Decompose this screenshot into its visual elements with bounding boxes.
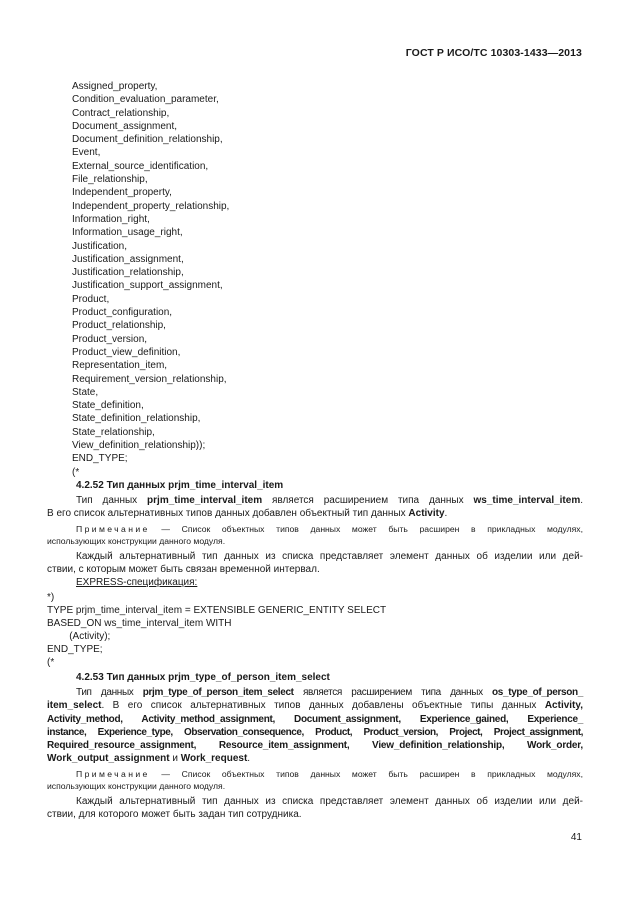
list-item: Independent_property,: [72, 187, 172, 199]
standard-header: ГОСТ Р ИСО/ТС 10303-1433—2013: [405, 47, 582, 59]
paragraph-4-2-52-intro: [47, 494, 583, 521]
text-run: В его список альтернативных типов данных добавлен объектный тип данных: [47, 508, 409, 520]
express-code-block: [47, 591, 386, 669]
section-heading-4-2-53: [76, 672, 330, 683]
note-4-2-53: [47, 768, 583, 792]
text-run: Тип данных: [76, 495, 148, 506]
body-line-1: Каждый альтернативный тип данных из списка представляет элемент данных об изделии или дей-: [76, 551, 583, 562]
express-spec-label: EXPRESS-спецификация:: [76, 577, 198, 588]
type-name: prjm_time_interval_item: [147, 495, 263, 506]
list-item: Information_right,: [72, 213, 150, 225]
body-line-2: ствии, с которым может быть связан временной интервал.: [47, 564, 320, 576]
body-line-1: Каждый альтернативный тип данных из списка представляет элемент данных об изделии или дей-: [76, 796, 583, 807]
code-line: TYPE prjm_time_interval_item = EXTENSIBLE GENERIC_ENTITY SELECT: [47, 605, 387, 616]
body-line-2: ствии, для которого может быть задан тип сотрудника.: [47, 809, 302, 821]
type-name: Activity: [408, 508, 445, 520]
type-name: Work_request: [180, 753, 248, 765]
text-run: Тип данных: [76, 687, 143, 698]
intro-line-1: [47, 686, 583, 699]
type-name: prjm_type_of_person_item_select: [142, 687, 294, 698]
list-item: Justification_relationship,: [72, 267, 184, 279]
list-item: Product_view_definition,: [72, 346, 181, 358]
list-item: END_TYPE;: [72, 453, 128, 465]
intro-line-1: [47, 494, 583, 507]
list-item: Condition_evaluation_parameter,: [72, 94, 219, 106]
list-item: External_source_identification,: [72, 160, 209, 172]
list-item: Document_definition_relationship,: [72, 134, 223, 146]
type-name: Activity,: [544, 700, 583, 712]
text-run: .: [247, 753, 251, 765]
list-item: (*: [72, 466, 80, 478]
intro-line-5: [47, 739, 583, 752]
type-names: Required_resource_assignment, Resource_item_assignment, View_definition_relationship, Work_order,: [47, 740, 583, 752]
type-name: item_select: [47, 700, 102, 712]
list-item: Requirement_version_relationship,: [72, 373, 227, 385]
intro-line-6: [47, 752, 583, 765]
note-line-2: использующих конструкции данного модуля.: [47, 536, 226, 546]
text-run: .: [580, 495, 583, 506]
list-item: Product_relationship,: [72, 320, 166, 332]
list-item: State,: [72, 386, 99, 398]
list-item: Document_assignment,: [72, 120, 178, 132]
list-item: State_definition_relationship,: [72, 413, 201, 425]
note-label: Примечание: [76, 524, 150, 534]
intro-line-3: [47, 713, 583, 726]
list-item: Product_version,: [72, 333, 148, 345]
text-run: является расширением типа данных: [293, 687, 493, 698]
type-name: Work_output_assignment: [47, 753, 170, 765]
heading-text: 4.2.52 Тип данных prjm_time_interval_item: [76, 480, 284, 491]
list-item: Product_configuration,: [72, 307, 173, 319]
intro-line-2: [47, 507, 583, 520]
list-item: File_relationship,: [72, 174, 148, 186]
code-line: END_TYPE;: [47, 644, 103, 655]
list-item: Product,: [72, 293, 110, 305]
code-line: *): [47, 592, 55, 603]
note-text: — Список объектных типов данных может быть расширен в прикладных модулях,: [161, 524, 583, 534]
text-run: .: [444, 508, 448, 520]
note-text: — Список объектных типов данных может быть расширен в прикладных модулях,: [161, 769, 583, 779]
text-run: является расширением типа данных: [262, 495, 474, 506]
code-line: BASED_ON ws_time_interval_item WITH: [47, 618, 232, 629]
heading-text: 4.2.53 Тип данных prjm_type_of_person_item_select: [76, 672, 330, 683]
note-line-1: [47, 768, 583, 780]
list-item: Independent_property_relationship,: [72, 200, 230, 212]
select-type-list: [72, 80, 229, 479]
list-item: State_relationship,: [72, 426, 155, 438]
list-item: Event,: [72, 147, 101, 159]
paragraph-4-2-53-body: [47, 795, 583, 822]
paragraph-4-2-53-intro: [47, 686, 583, 766]
code-line: (*: [47, 657, 55, 668]
code-line: (Activity);: [47, 631, 111, 642]
intro-line-2: [47, 699, 583, 712]
intro-line-4: [47, 726, 583, 739]
note-4-2-52: [47, 523, 583, 547]
note-label: Примечание: [76, 769, 150, 779]
list-item: View_definition_relationship));: [72, 440, 206, 452]
list-item: Justification,: [72, 240, 128, 252]
list-item: State_definition,: [72, 400, 144, 412]
type-name: os_type_of_person_: [492, 687, 583, 698]
note-line-2: использующих конструкции данного модуля.: [47, 781, 226, 791]
list-item: Justification_support_assignment,: [72, 280, 223, 292]
list-item: Representation_item,: [72, 360, 168, 372]
type-names: instance, Experience_type, Observation_consequence, Product, Product_version, Project, Project_assignment,: [47, 726, 583, 738]
paragraph-4-2-52-body: [47, 550, 583, 577]
list-item: Contract_relationship,: [72, 107, 170, 119]
section-heading-4-2-52: [76, 480, 283, 491]
list-item: Justification_assignment,: [72, 253, 184, 265]
text-run: . В его список альтернативных типов данных добавлены объектные типы данных: [101, 700, 545, 712]
type-names: Activity_method, Activity_method_assignment, Document_assignment, Experience_gained, Experience_: [47, 713, 583, 725]
text-run: и: [169, 753, 181, 765]
list-item: Assigned_property,: [72, 81, 158, 92]
list-item: Information_usage_right,: [72, 227, 183, 239]
page-number: 41: [570, 832, 582, 843]
type-name: ws_time_interval_item: [473, 495, 581, 506]
note-line-1: [47, 523, 583, 535]
